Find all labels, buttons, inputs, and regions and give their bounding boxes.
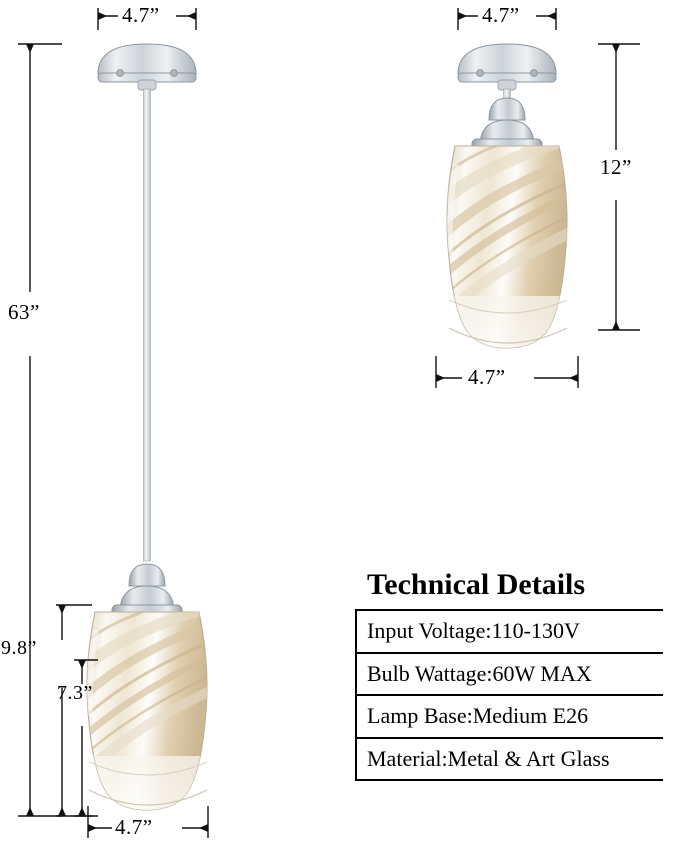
dim-right-total-height: 12” (600, 155, 632, 179)
arrowhead (88, 824, 97, 832)
arrowhead (458, 12, 467, 20)
arrowhead (436, 374, 445, 382)
arrowhead (26, 44, 34, 53)
tech-row-lamp-base: Lamp Base:Medium E26 (355, 694, 663, 737)
tech-row-input-voltage: Input Voltage:110-130V (355, 609, 663, 652)
arrowhead (612, 321, 620, 330)
arrowhead (58, 807, 66, 816)
tech-row-bulb-wattage: Bulb Wattage:60W MAX (355, 652, 663, 695)
tech-row-material: Material:Metal & Art Glass (355, 737, 663, 782)
arrowhead (26, 807, 34, 816)
arrowhead (78, 660, 86, 669)
dim-left-shade-overall: 9.8” (1, 637, 37, 659)
dim-left-shade-width: 4.7” (115, 815, 153, 839)
arrowhead (187, 12, 196, 20)
dim-left-canopy-width: 4.7” (122, 3, 160, 27)
arrowhead (547, 12, 556, 20)
dim-left-total-drop: 63” (8, 300, 40, 324)
technical-details-panel (355, 568, 663, 781)
dim-right-shade-width: 4.7” (468, 365, 506, 389)
dim-left-glass-height: 7.3” (57, 682, 93, 704)
technical-details-title: Technical Details (367, 568, 586, 601)
arrowhead (199, 824, 208, 832)
arrowhead (569, 374, 578, 382)
arrowhead (98, 12, 107, 20)
table-left-rule (355, 609, 357, 781)
arrowhead (612, 44, 620, 53)
right-fixture (438, 44, 576, 358)
technical-details-rows (355, 609, 663, 781)
arrowhead (58, 605, 66, 614)
arrowhead (78, 807, 86, 816)
left-fixture (78, 44, 216, 816)
dim-right-canopy-width: 4.7” (482, 3, 520, 27)
